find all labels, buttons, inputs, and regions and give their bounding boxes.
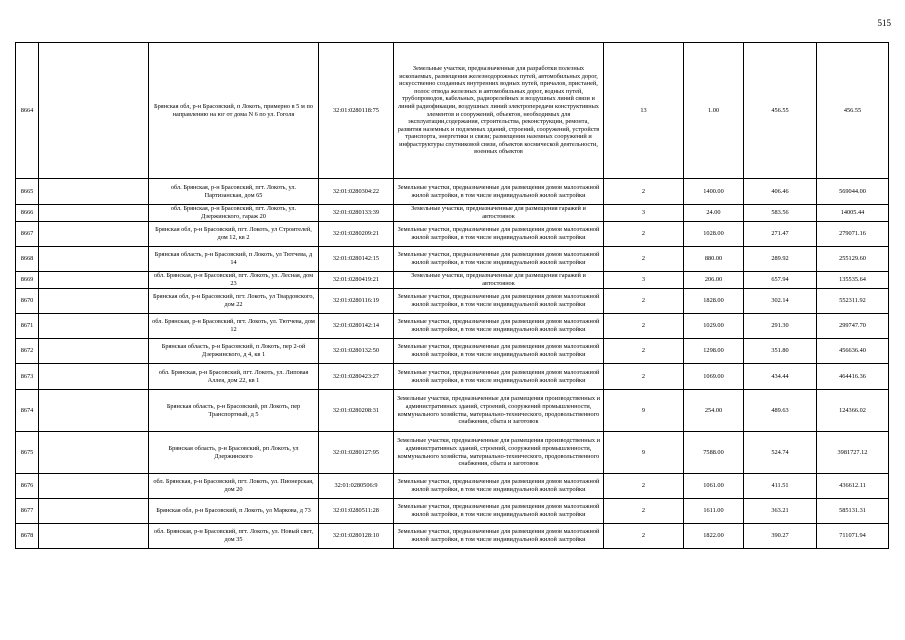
row-spacer xyxy=(39,272,149,289)
row-number: 8665 xyxy=(16,179,39,205)
table-row xyxy=(16,524,889,549)
specific-value-cell: 291.30 xyxy=(744,314,817,339)
cadastral-number-cell: 32:01:0280511:28 xyxy=(319,499,394,524)
table-row xyxy=(16,222,889,247)
specific-value-cell: 289.92 xyxy=(744,247,817,272)
table-row xyxy=(16,314,889,339)
land-use-cell: Земельные участки, предназначенные для размещения домов малоэтажной жилой застройки, в том числе индивидуальной жилой застройки xyxy=(394,222,604,247)
cadastral-value-cell: 255129.60 xyxy=(817,247,889,272)
land-use-cell: Земельные участки, предназначенные для разработки полезных ископаемых, размещения железнодорожных путей, автомобильных дорог, искусственно созданных внутренних водных путей, причалов, пристаней, полос отвода железных и автомобильных дорог, водных путей, трубопроводов, кабельных, радиорелейных и воздушных линий связи и линий радиофикации, воздушных линий электропередачи конструктивных элементов и сооружений, объектов, необходимых для эксплуатации,содержания, строительства, реконструкции, ремонта, развития наземных и подземных зданий, строений, сооружений, устройств транспорта, энергетики и связи; размещения наземных сооружений и инфраструктуры спутниковой связи, объектов космической деятельности, военных объектов xyxy=(394,43,604,179)
table-row xyxy=(16,247,889,272)
cadastral-number-cell: 32:01:0280142:15 xyxy=(319,247,394,272)
group-code-cell: 2 xyxy=(604,289,684,314)
group-code-cell: 2 xyxy=(604,474,684,499)
cadastral-value-cell: 299747.70 xyxy=(817,314,889,339)
address-cell: Брянская область, р-н Брасовский, п Локоть, ул Тютчева, д 14 xyxy=(149,247,319,272)
specific-value-cell: 351.80 xyxy=(744,339,817,364)
cadastral-value-cell: 14005.44 xyxy=(817,205,889,222)
area-cell: 1.00 xyxy=(684,43,744,179)
cadastral-number-cell: 32:01:0280304:22 xyxy=(319,179,394,205)
specific-value-cell: 524.74 xyxy=(744,432,817,474)
address-cell: Брянская обл, р-н Брасовский, пгт. Локоть, ул Твардовского, дом 22 xyxy=(149,289,319,314)
row-spacer xyxy=(39,205,149,222)
row-number: 8672 xyxy=(16,339,39,364)
land-use-cell: Земельные участки, предназначенные для размещения домов малоэтажной жилой застройки, в том числе индивидуальной жилой застройки xyxy=(394,247,604,272)
group-code-cell: 2 xyxy=(604,179,684,205)
table-row xyxy=(16,364,889,390)
table-row xyxy=(16,390,889,432)
area-cell: 1822.00 xyxy=(684,524,744,549)
cadastral-value-cell: 711071.94 xyxy=(817,524,889,549)
specific-value-cell: 489.63 xyxy=(744,390,817,432)
group-code-cell: 2 xyxy=(604,364,684,390)
specific-value-cell: 271.47 xyxy=(744,222,817,247)
row-number: 8669 xyxy=(16,272,39,289)
address-cell: обл. Брянская, р-н Брасовский, пгт. Локоть, ул. Тютчева, дом 12 xyxy=(149,314,319,339)
area-cell: 880.00 xyxy=(684,247,744,272)
cadastral-number-cell: 32:01:0280208:31 xyxy=(319,390,394,432)
address-cell: обл. Брянская, р-н Брасовский, пгт. Локоть, ул. Новый свет, дом 35 xyxy=(149,524,319,549)
address-cell: обл. Брянская, р-н Брасовский, пгт. Локоть, ул. Дзержинского, гараж 20 xyxy=(149,205,319,222)
specific-value-cell: 456.55 xyxy=(744,43,817,179)
group-code-cell: 2 xyxy=(604,222,684,247)
cadastral-number-cell: 32:01:0280118:75 xyxy=(319,43,394,179)
row-number: 8678 xyxy=(16,524,39,549)
specific-value-cell: 363.21 xyxy=(744,499,817,524)
cadastral-number-cell: 32:01:0280419:21 xyxy=(319,272,394,289)
row-spacer xyxy=(39,222,149,247)
row-number: 8671 xyxy=(16,314,39,339)
table-row xyxy=(16,499,889,524)
cadastral-value-cell: 3981727.12 xyxy=(817,432,889,474)
land-use-cell: Земельные участки, предназначенные для размещения гаражей и автостоянок xyxy=(394,272,604,289)
address-cell: Брянская обл, р-н Брасовский, п Локоть, ул Маркова, д 73 xyxy=(149,499,319,524)
table-row xyxy=(16,289,889,314)
row-number: 8666 xyxy=(16,205,39,222)
table-row xyxy=(16,474,889,499)
table-row xyxy=(16,339,889,364)
table-row xyxy=(16,43,889,179)
cadastral-value-cell: 456.55 xyxy=(817,43,889,179)
cadastral-value-cell: 456636.40 xyxy=(817,339,889,364)
area-cell: 1028.00 xyxy=(684,222,744,247)
row-number: 8664 xyxy=(16,43,39,179)
group-code-cell: 9 xyxy=(604,432,684,474)
specific-value-cell: 411.51 xyxy=(744,474,817,499)
address-cell: обл. Брянская, р-н Брасовский, пгт. Локоть, ул. Пионерская, дом 20 xyxy=(149,474,319,499)
cadastral-value-cell: 569044.00 xyxy=(817,179,889,205)
land-use-cell: Земельные участки, предназначенные для размещения домов малоэтажной жилой застройки, в том числе индивидуальной жилой застройки xyxy=(394,524,604,549)
land-use-cell: Земельные участки, предназначенные для размещения производственных и административных зданий, строений, сооружений промышленности, коммунального хозяйства, материально-технического, продовольственного снабжения, сбыта и заготовок xyxy=(394,432,604,474)
row-spacer xyxy=(39,43,149,179)
group-code-cell: 2 xyxy=(604,499,684,524)
table-body xyxy=(16,43,889,549)
land-use-cell: Земельные участки, предназначенные для размещения гаражей и автостоянок xyxy=(394,205,604,222)
row-spacer xyxy=(39,339,149,364)
row-spacer xyxy=(39,289,149,314)
cadastral-number-cell: 32:01:0280209:21 xyxy=(319,222,394,247)
address-cell: Брянская область, р-н Брасовский, п Локоть, пер 2-ой Дзержинского, д 4, кв 1 xyxy=(149,339,319,364)
cadastral-value-cell: 464416.36 xyxy=(817,364,889,390)
row-spacer xyxy=(39,432,149,474)
specific-value-cell: 434.44 xyxy=(744,364,817,390)
area-cell: 1828.00 xyxy=(684,289,744,314)
address-cell: Брянская обл, р-н Брасовский, пгт. Локоть, ул Строителей, дом 12, кв 2 xyxy=(149,222,319,247)
land-use-cell: Земельные участки, предназначенные для размещения домов малоэтажной жилой застройки, в том числе индивидуальной жилой застройки xyxy=(394,314,604,339)
land-use-cell: Земельные участки, предназначенные для размещения домов малоэтажной жилой застройки, в том числе индивидуальной жилой застройки xyxy=(394,289,604,314)
row-spacer xyxy=(39,524,149,549)
group-code-cell: 9 xyxy=(604,390,684,432)
group-code-cell: 13 xyxy=(604,43,684,179)
page-number: 515 xyxy=(877,18,891,28)
row-number: 8674 xyxy=(16,390,39,432)
land-use-cell: Земельные участки, предназначенные для размещения домов малоэтажной жилой застройки, в том числе индивидуальной жилой застройки xyxy=(394,499,604,524)
group-code-cell: 3 xyxy=(604,272,684,289)
cadastral-number-cell: 32:01:0280132:50 xyxy=(319,339,394,364)
land-use-cell: Земельные участки, предназначенные для размещения домов малоэтажной жилой застройки, в том числе индивидуальной жилой застройки xyxy=(394,364,604,390)
area-cell: 206.00 xyxy=(684,272,744,289)
address-cell: обл. Брянская, р-н Брасовский, пгт. Локоть, ул. Партизанская, дом 65 xyxy=(149,179,319,205)
cadastral-number-cell: 32:01:0280506:9 xyxy=(319,474,394,499)
address-cell: обл. Брянская, р-н Брасовский, пгт. Локоть, ул. Липовая Аллея, дом 22, кв 1 xyxy=(149,364,319,390)
specific-value-cell: 406.46 xyxy=(744,179,817,205)
cadastral-value-cell: 552311.92 xyxy=(817,289,889,314)
area-cell: 1029.00 xyxy=(684,314,744,339)
specific-value-cell: 657.94 xyxy=(744,272,817,289)
specific-value-cell: 302.14 xyxy=(744,289,817,314)
row-number: 8677 xyxy=(16,499,39,524)
area-cell: 24.00 xyxy=(684,205,744,222)
cadastral-number-cell: 32:01:0280423:27 xyxy=(319,364,394,390)
land-use-cell: Земельные участки, предназначенные для размещения домов малоэтажной жилой застройки, в том числе индивидуальной жилой застройки xyxy=(394,179,604,205)
cadastral-value-cell: 124366.02 xyxy=(817,390,889,432)
cadastral-number-cell: 32:01:0280128:10 xyxy=(319,524,394,549)
cadastral-number-cell: 32:01:0280127:95 xyxy=(319,432,394,474)
cadastral-number-cell: 32:01:0280116:19 xyxy=(319,289,394,314)
row-number: 8668 xyxy=(16,247,39,272)
table-row xyxy=(16,272,889,289)
row-spacer xyxy=(39,314,149,339)
land-registry-table xyxy=(15,42,889,549)
area-cell: 254.00 xyxy=(684,390,744,432)
row-number: 8673 xyxy=(16,364,39,390)
specific-value-cell: 583.56 xyxy=(744,205,817,222)
group-code-cell: 3 xyxy=(604,205,684,222)
row-spacer xyxy=(39,179,149,205)
area-cell: 1400.00 xyxy=(684,179,744,205)
group-code-cell: 2 xyxy=(604,247,684,272)
group-code-cell: 2 xyxy=(604,339,684,364)
address-cell: Брянская область, р-н Брасовский, рп Локоть, пер Транспортный, д 5 xyxy=(149,390,319,432)
land-use-cell: Земельные участки, предназначенные для размещения производственных и административных зданий, строений, сооружений промышленности, коммунального хозяйства, материально-технического, продовольственного снабжения, сбыта и заготовок xyxy=(394,390,604,432)
table-row xyxy=(16,179,889,205)
group-code-cell: 2 xyxy=(604,524,684,549)
land-use-cell: Земельные участки, предназначенные для размещения домов малоэтажной жилой застройки, в том числе индивидуальной жилой застройки xyxy=(394,339,604,364)
cadastral-number-cell: 32:01:0280133:39 xyxy=(319,205,394,222)
row-spacer xyxy=(39,499,149,524)
cadastral-value-cell: 279071.16 xyxy=(817,222,889,247)
area-cell: 1069.00 xyxy=(684,364,744,390)
group-code-cell: 2 xyxy=(604,314,684,339)
row-number: 8676 xyxy=(16,474,39,499)
cadastral-value-cell: 436612.11 xyxy=(817,474,889,499)
table-row xyxy=(16,205,889,222)
address-cell: Брянская обл, р-н Брасовский, п Локоть, примерно в 5 м по направлению на юг от дома N 6 по ул. Гоголя xyxy=(149,43,319,179)
cadastral-value-cell: 135535.64 xyxy=(817,272,889,289)
row-number: 8670 xyxy=(16,289,39,314)
area-cell: 1611.00 xyxy=(684,499,744,524)
specific-value-cell: 390.27 xyxy=(744,524,817,549)
address-cell: обл. Брянская, р-н Брасовский, пгт. Локоть, ул. Лесная, дом 23 xyxy=(149,272,319,289)
row-spacer xyxy=(39,390,149,432)
row-spacer xyxy=(39,364,149,390)
row-number: 8675 xyxy=(16,432,39,474)
area-cell: 7588.00 xyxy=(684,432,744,474)
area-cell: 1061.00 xyxy=(684,474,744,499)
land-use-cell: Земельные участки, предназначенные для размещения домов малоэтажной жилой застройки, в том числе индивидуальной жилой застройки xyxy=(394,474,604,499)
row-spacer xyxy=(39,247,149,272)
row-number: 8667 xyxy=(16,222,39,247)
row-spacer xyxy=(39,474,149,499)
table-row xyxy=(16,432,889,474)
address-cell: Брянская область, р-н Брасовский, рп Локоть, ул Дзержинского xyxy=(149,432,319,474)
cadastral-value-cell: 585131.31 xyxy=(817,499,889,524)
cadastral-number-cell: 32:01:0280142:14 xyxy=(319,314,394,339)
area-cell: 1298.00 xyxy=(684,339,744,364)
